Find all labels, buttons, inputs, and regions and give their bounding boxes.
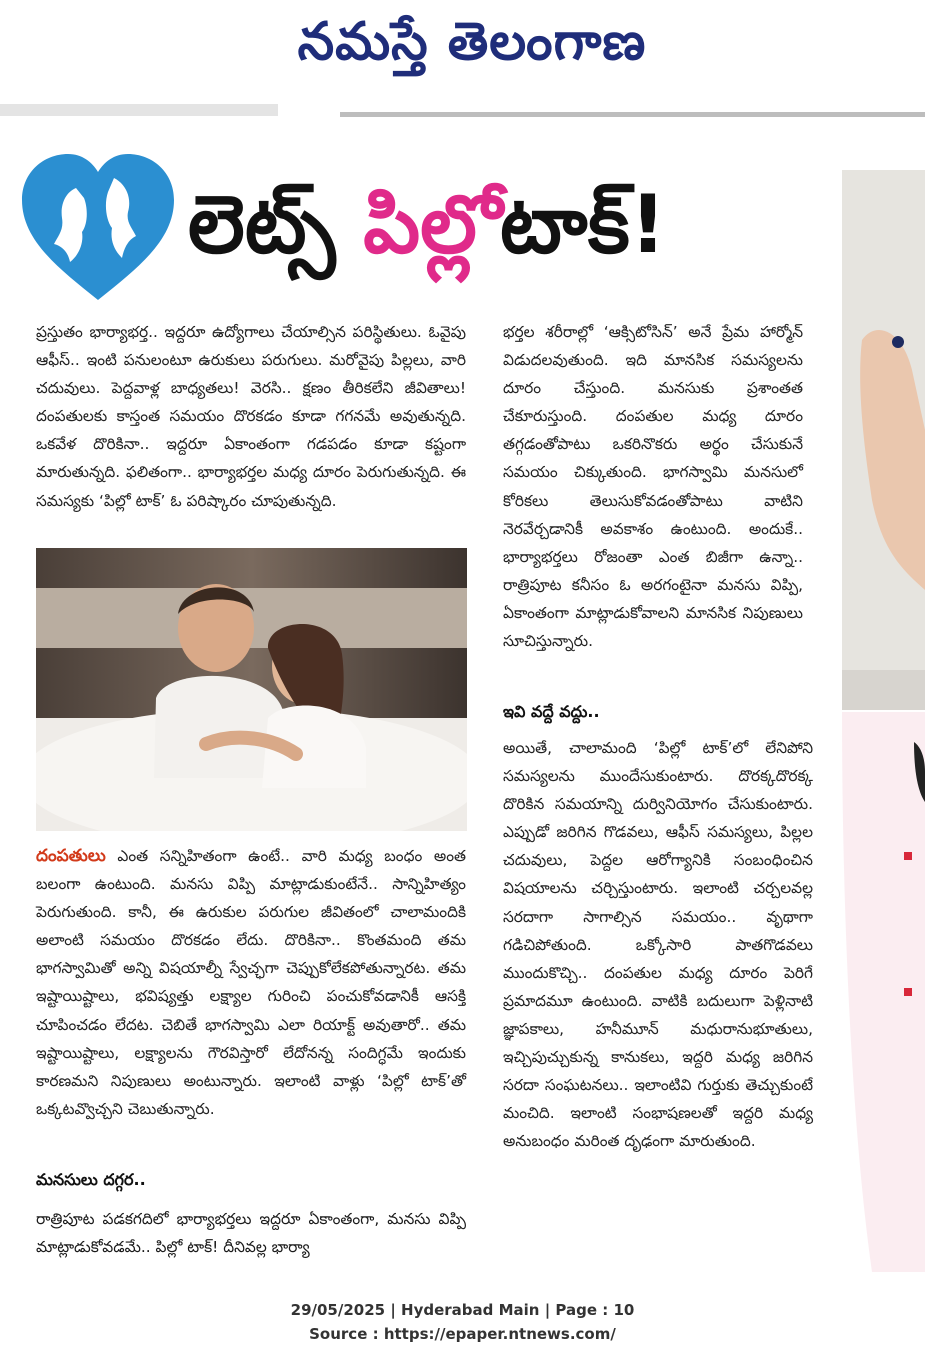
subheading-closer: మనసులు దగ్గర.. [36, 1170, 146, 1189]
headline [188, 160, 838, 290]
article-body-column [36, 842, 466, 1123]
footer-date-edition: 29/05/2025 | Hyderabad Main | Page : 10 [290, 1301, 635, 1319]
closer-paragraph: రాత్రిపూట పడకగదిలో భార్యాభర్తలు ఇద్దరూ ఏకాంతంగా, మనసు విప్పి మాట్లాడుకోవడమే.. పిల్లో టాక్! దీనివల్ల భార్యా [36, 1210, 466, 1257]
right-paragraph-1: భర్తల శరీరాల్లో ‘ఆక్సిటోసిన్’ అనే ప్రేమ హార్మోన్ విడుదలవుతుంది. ఇది మానసిక సమస్యలను దూరం చేస్తుంది. మనసుకు ప్రశాంతత చేకూరుస్తుంది. దంపతుల మధ్య దూరం తగ్గడంతోపాటు ఒకరినొకరు అర్థం చేసుకునే సమయం చిక్కుతుంది. భాగస్వామి మనసులో కోరికలు తెలుసుకోవడంతోపాటు వాటిని నెరవేర్చడానికీ అవకాశం ఉంటుంది. అందుకే.. భార్యాభర్తలు రోజంతా ఎంత బిజీగా ఉన్నా.. రాత్రిపూట కనీసం ఓ అరగంటైనా మనసు విప్పి, ఏకాంతంగా మాట్లాడుకోవాలని మానసిక నిపుణులు సూచిస్తున్నారు. [503, 323, 803, 651]
article-right-column-2 [503, 734, 813, 1155]
headline-part-3: టాక్! [500, 178, 667, 271]
headline-part-1: లెట్స్ [188, 178, 364, 271]
heart-couple-icon [18, 148, 178, 308]
article-intro-column [36, 318, 466, 515]
right-paragraph-2: అయితే, చాలామంది ‘పిల్లో టాక్’లో లేనిపోని సమస్యలను ముందేసుకుంటారు. దొరక్కదొరక్క దొరికిన సమయాన్ని దుర్వినియోగం చేసుకుంటారు. ఎప్పుడో జరిగిన గొడవలు, ఆఫీస్ సమస్యలు, పిల్లల చదువులు, పెద్దల ఆరోగ్యానికి సంబంధించిన విషయాలను చర్చిస్తుంటారు. ఇలాంటి చర్చలవల్ల సరదాగా సాగాల్సిన సమయం.. వృథాగా గడిచిపోతుంది. ఒక్కోసారి పాతగొడవలు ముందుకొచ్చి.. దంపతుల మధ్య దూరం పెరిగే ప్రమాదమూ ఉంటుంది. వాటికి బదులుగా పెళ్లినాటి జ్ఞాపకాలు, హనీమూన్ మధురానుభూతులు, ఇచ్చిపుచ్చుకున్న కానుకలు, ఇద్దరి మధ్య జరిగిన సరదా సంఘటనలు.. ఇలాంటివి గుర్తుకు తెచ్చుకుంటే మంచిది. ఇలాంటి సంభాషణలతో ఇద్దరి మధ్య అనుబంధం మరింత దృఢంగా మారుతుంది. [503, 739, 813, 1151]
couple-photo [36, 548, 467, 831]
article-intro: ప్రస్తుతం భార్యాభర్త.. ఇద్దరూ ఉద్యోగాలు చేయాల్సిన పరిస్థితులు. ఓవైపు ఆఫీస్.. ఇంటి పనులంటూ ఉరుకులు పరుగులు. మరోవైపు పిల్లలు, వారి చదువులు. పెద్దవాళ్ల బాధ్యతలు! వెరసి.. క్షణం తీరికలేని జీవితాలు! దంపతులకు కాస్తంత సమయం దొరకడం కూడా గగనమే అవుతున్నది. ఒకవేళ దొరికినా.. ఇద్దరూ ఏకాంతంగా గడపడం కూడా కష్టంగా మారుతున్నది. ఫలితంగా.. భార్యాభర్తల మధ్య దూరం పెరుగుతున్నది. ఈ సమస్యకు ‘పిల్లో టాక్’ ఓ పరిష్కారం చూపుతున్నది. [36, 323, 466, 510]
side-infobox [842, 712, 925, 1272]
headline-part-2: పిల్లో [363, 178, 501, 271]
masthead [0, 0, 925, 100]
article-closer-text [36, 1205, 466, 1261]
article-body-text: ఎంత సన్నిహితంగా ఉంటే.. వారి మధ్య బంధం అంత బలంగా ఉంటుంది. మనసు విప్పి మాట్లాడుకుంటేనే.. సాన్నిహిత్యం పెరుగుతుంది. కానీ, ఈ ఉరుకుల పరుగుల జీవితంలో చాలామందికి అలాంటి సమయం దొరకడం లేదు. దొరికినా.. కొంతమంది తమ భాగస్వామితో అన్ని విషయాల్నీ స్వేచ్ఛగా చెప్పుకోలేకపోతున్నారట. తమ ఇష్టాయిష్టాలు, భవిష్యత్తు లక్ష్యాల గురించి పంచుకోవడానికీ ఆసక్తి చూపించడం లేదట. చెబితే భాగస్వామి ఎలా రియాక్ట్ అవుతారో.. తమ ఇష్టాయిష్టాలు, లక్ష్యాలను గౌరవిస్తారో లేదోనన్న సందిగ్ధమే ఇందుకు కారణమని నిపుణులు అంటున్నారు. ఇలాంటి వాళ్లు ‘పిల్లో టాక్’తో ఒక్కటవ్వొచ్చని చెబుతున్నారు. [36, 847, 466, 1118]
newspaper-title: నమస్తే తెలంగాణ [297, 11, 647, 72]
footer-source: Source : https://epaper.ntnews.com/ [309, 1325, 616, 1343]
divider-left [0, 104, 278, 116]
lead-word: దంపతులు [36, 846, 106, 866]
footer [0, 1298, 925, 1346]
divider-right [340, 112, 925, 117]
side-photo [842, 170, 925, 710]
subheading-avoid: ఇవి వద్దే వద్దు.. [503, 702, 600, 721]
article-body-paragraph [36, 842, 466, 1123]
article-right-column [503, 318, 803, 655]
